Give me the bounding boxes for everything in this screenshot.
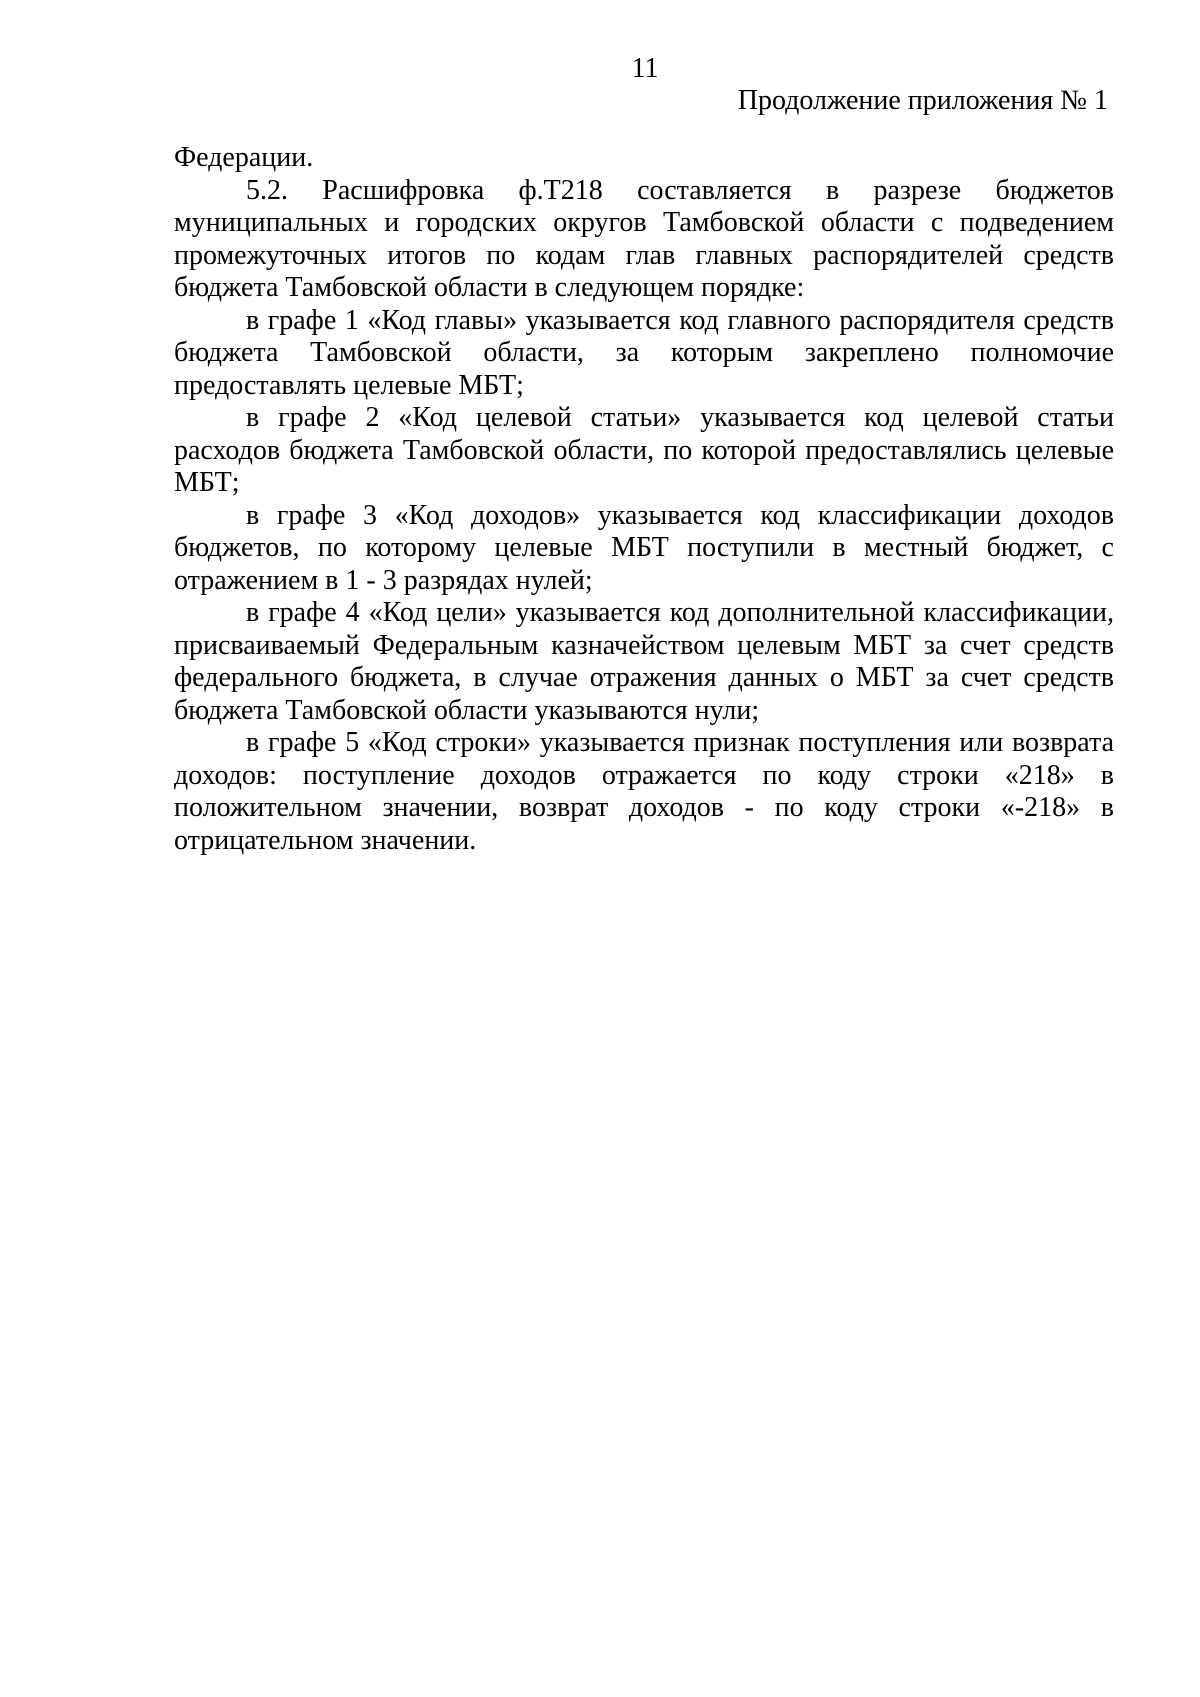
paragraph-column-3: в графе 3 «Код доходов» указывается код классификации доходов бюджетов, по которому целевые МБТ поступили в местный бюджет, с отражением в 1 - 3 разрядах нулей;: [174, 499, 1114, 596]
document-body: [174, 142, 1114, 857]
appendix-continuation-label: Продолжение приложения № 1: [737, 85, 1108, 116]
paragraph-section-5-2: 5.2. Расшифровка ф.Т218 составляется в разрезе бюджетов муниципальных и городских округов Тамбовской области с подведением промежуточных итогов по кодам глав главных распорядителей средств бюджета Тамбовской области в следующем порядке:: [174, 174, 1114, 303]
paragraph-column-2: в графе 2 «Код целевой статьи» указывается код целевой статьи расходов бюджета Тамбовской области, по которой предоставлялись целевые МБТ;: [174, 402, 1114, 498]
paragraph-column-4: в графе 4 «Код цели» указывается код дополнительной классификации, присваиваемый Федеральным казначейством целевым МБТ за счет средств федерального бюджета, в случае отражения данных о МБТ за счет средств бюджета Тамбовской области указываются нули;: [174, 597, 1114, 726]
paragraph-column-5: в графе 5 «Код строки» указывается признак поступления или возврата доходов: поступление доходов отражается по коду строки «218» в положительном значении, возврат доходов - по коду строки «-218» в отрицательном значении.: [174, 727, 1114, 856]
paragraph-column-1: в графе 1 «Код главы» указывается код главного распорядителя средств бюджета Тамбовской области, за которым закреплено полномочие предоставлять целевые МБТ;: [174, 304, 1114, 401]
paragraph-continuation: Федерации.: [174, 142, 314, 173]
page-number: 11: [631, 53, 659, 84]
